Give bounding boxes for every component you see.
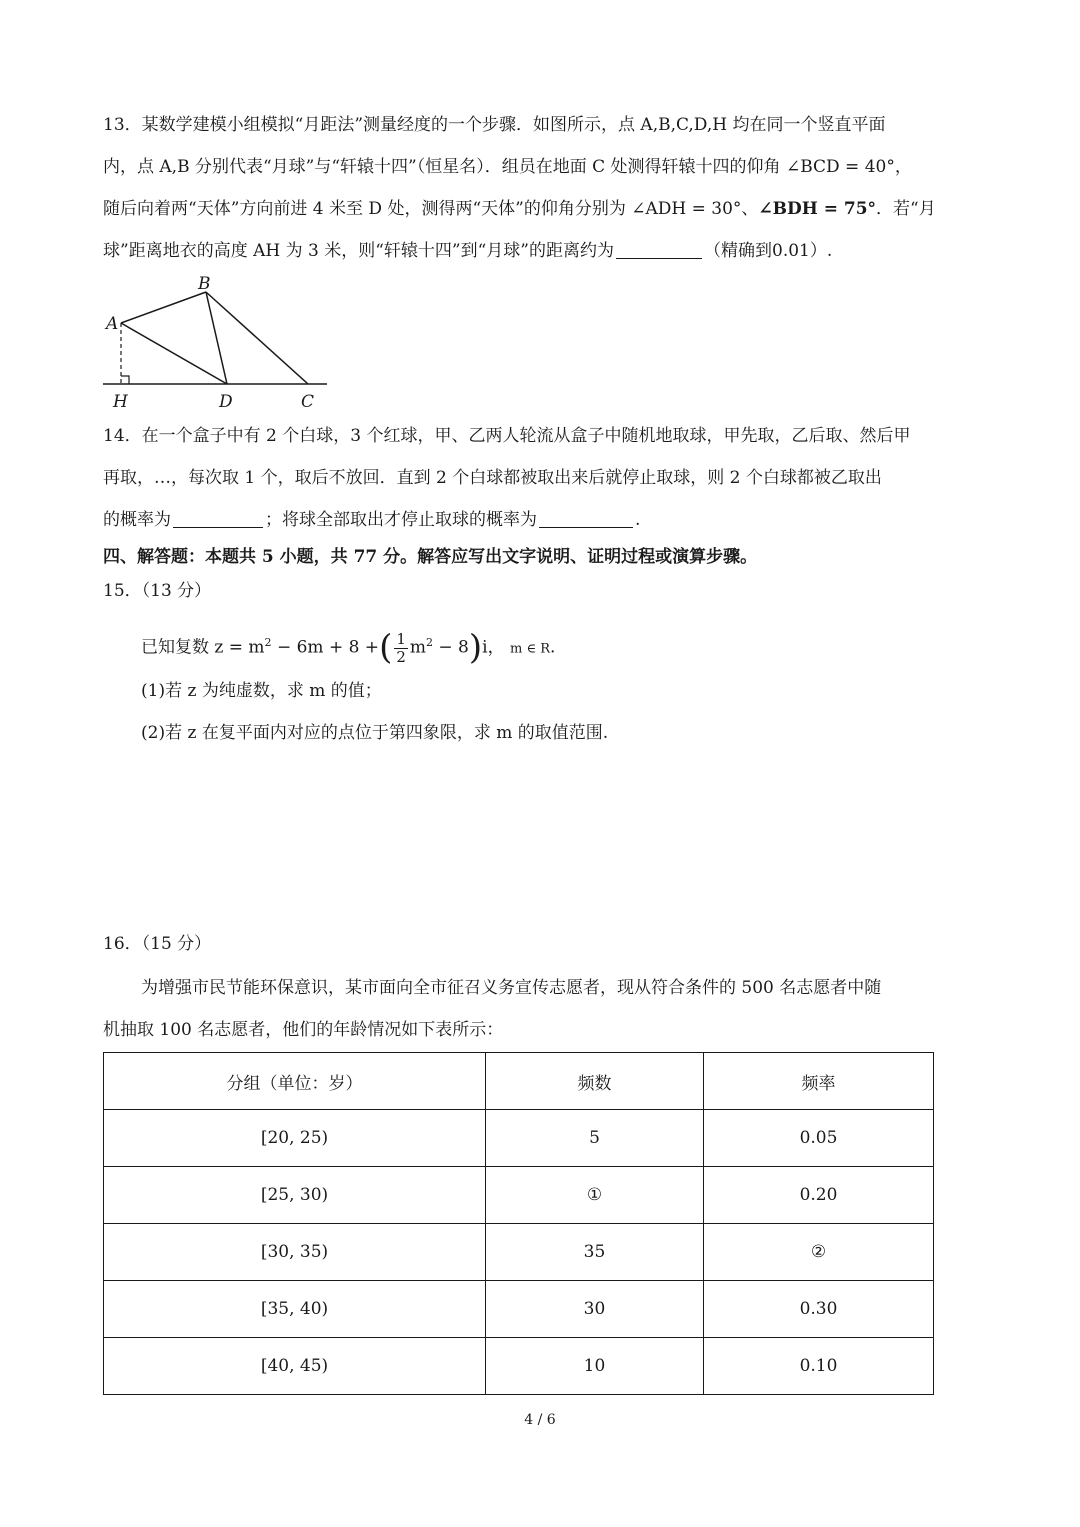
q14-line-2: 再取，…，每次取 1 个，取后不放回．直到 2 个白球都被取出来后就停止取球，则 2 个白球都被乙取出 bbox=[103, 468, 882, 488]
table-row bbox=[104, 1167, 934, 1224]
label-h: H bbox=[113, 392, 128, 412]
table-cell: [35, 40) bbox=[104, 1281, 486, 1338]
segment-bd bbox=[206, 292, 227, 384]
q13-line-1: 13．某数学建模小组模拟“月距法”测量经度的一个步骤．如图所示，点 A,B,C,D,H 均在同一个竖直平面 bbox=[103, 115, 886, 135]
q13-line-4-end: （精确到0.01）. bbox=[704, 241, 833, 261]
q13-line-4 bbox=[103, 239, 832, 263]
page-number: 4 / 6 bbox=[524, 1412, 556, 1428]
segment-bc bbox=[206, 292, 308, 384]
table-cell: [20, 25) bbox=[104, 1110, 486, 1167]
table-cell: 0.05 bbox=[704, 1110, 934, 1167]
table-cell: 30 bbox=[486, 1281, 704, 1338]
q13-answer-blank[interactable] bbox=[616, 240, 702, 259]
geometry-figure bbox=[100, 270, 340, 415]
q16-line-2: 机抽取 100 名志愿者，他们的年龄情况如下表所示： bbox=[103, 1020, 504, 1040]
q14-line-3-mid: ；将球全部取出才停止取球的概率为 bbox=[265, 510, 537, 530]
q13-line-3 bbox=[103, 197, 936, 221]
q15-frac-tail: m bbox=[409, 637, 426, 658]
q15-formula-mid: − 6m + 8 + bbox=[271, 637, 380, 658]
q13-line-2: 内，点 A,B 分别代表“月球”与“轩辕十四”（恒星名）．组员在地面 C 处测得轩辕十四的仰角 ∠BCD = 40°， bbox=[103, 157, 912, 177]
header-group: 分组（单位：岁） bbox=[104, 1053, 486, 1110]
q14-line-1: 14．在一个盒子中有 2 个白球，3 个红球，甲、乙两人轮流从盒子中随机地取球，甲先取，乙后取、然后甲 bbox=[103, 426, 911, 446]
label-b: B bbox=[198, 274, 211, 294]
table-row bbox=[104, 1281, 934, 1338]
q15-formula-lead: 已知复数 z = m bbox=[141, 637, 265, 658]
half-fraction: $\frac{1}{2}$ bbox=[396, 629, 406, 666]
table-cell: 35 bbox=[486, 1224, 704, 1281]
q16-line-1: 为增强市民节能环保意识，某市面向全市征召义务宣传志愿者，现从符合条件的 500 名志愿者中随 bbox=[141, 978, 882, 998]
segment-ab bbox=[121, 292, 206, 323]
q15-frac-tail-2: − 8 bbox=[433, 637, 469, 658]
q14-answer-blank-1[interactable] bbox=[173, 509, 263, 528]
label-c: C bbox=[301, 392, 315, 412]
table-header-row bbox=[104, 1053, 934, 1110]
table-row bbox=[104, 1224, 934, 1281]
table-cell: ① bbox=[486, 1167, 704, 1224]
q15-domain-end: . bbox=[550, 637, 556, 658]
q14-line-3-end: . bbox=[635, 510, 641, 530]
q15-domain-note: m ∈ R bbox=[509, 641, 550, 657]
section-heading: 四、解答题：本题共 5 小题，共 77 分。解答应写出文字说明、证明过程或演算步骤。 bbox=[103, 547, 758, 567]
right-angle-mark bbox=[121, 376, 129, 384]
q15-formula-end: i， bbox=[482, 637, 505, 658]
table-cell: ② bbox=[704, 1224, 934, 1281]
label-d: D bbox=[219, 392, 233, 412]
segment-ad bbox=[121, 323, 227, 384]
q13-line-3-text: 随后向着两“天体”方向前进 4 米至 D 处，测得两“天体”的仰角分别为 ∠ADH = 30°、 bbox=[103, 199, 759, 219]
table-cell: 5 bbox=[486, 1110, 704, 1167]
q13-line-3-end: ．若“月 bbox=[876, 199, 936, 219]
table-cell: [40, 45) bbox=[104, 1338, 486, 1395]
q15-sub-1: (1)若 z 为纯虚数，求 m 的值； bbox=[141, 681, 382, 701]
q13-angle-bdh: ∠BDH = 75° bbox=[758, 199, 877, 219]
table-cell: [30, 35) bbox=[104, 1224, 486, 1281]
q14-line-3-text: 的概率为 bbox=[103, 510, 171, 530]
table-cell: 10 bbox=[486, 1338, 704, 1395]
q15-formula: 已知复数 $z = m^2 - 6m + 8$ +( $\frac{1}{2}$ $m^2 - 8)i$， m ∈ R. bbox=[141, 627, 556, 668]
q15-sub-2: (2)若 z 在复平面内对应的点位于第四象限，求 m 的取值范围. bbox=[141, 723, 609, 743]
table-cell: 0.10 bbox=[704, 1338, 934, 1395]
q14-answer-blank-2[interactable] bbox=[539, 509, 633, 528]
header-frequency-count: 频数 bbox=[486, 1053, 704, 1110]
table-cell: [25, 30) bbox=[104, 1167, 486, 1224]
header-frequency-rate: 频率 bbox=[704, 1053, 934, 1110]
age-frequency-table bbox=[103, 1052, 934, 1395]
q15-header: 15．（13 分） bbox=[103, 581, 212, 601]
q16-header: 16．（15 分） bbox=[103, 934, 212, 954]
table-cell: 0.30 bbox=[704, 1281, 934, 1338]
label-a: A bbox=[106, 314, 119, 334]
q14-line-3 bbox=[103, 508, 640, 532]
q13-line-4-text: 球”距离地衣的高度 AH 为 3 米，则“轩辕十四”到“月球”的距离约为 bbox=[103, 241, 614, 261]
table-row bbox=[104, 1110, 934, 1167]
table-cell: 0.20 bbox=[704, 1167, 934, 1224]
table-row bbox=[104, 1338, 934, 1395]
